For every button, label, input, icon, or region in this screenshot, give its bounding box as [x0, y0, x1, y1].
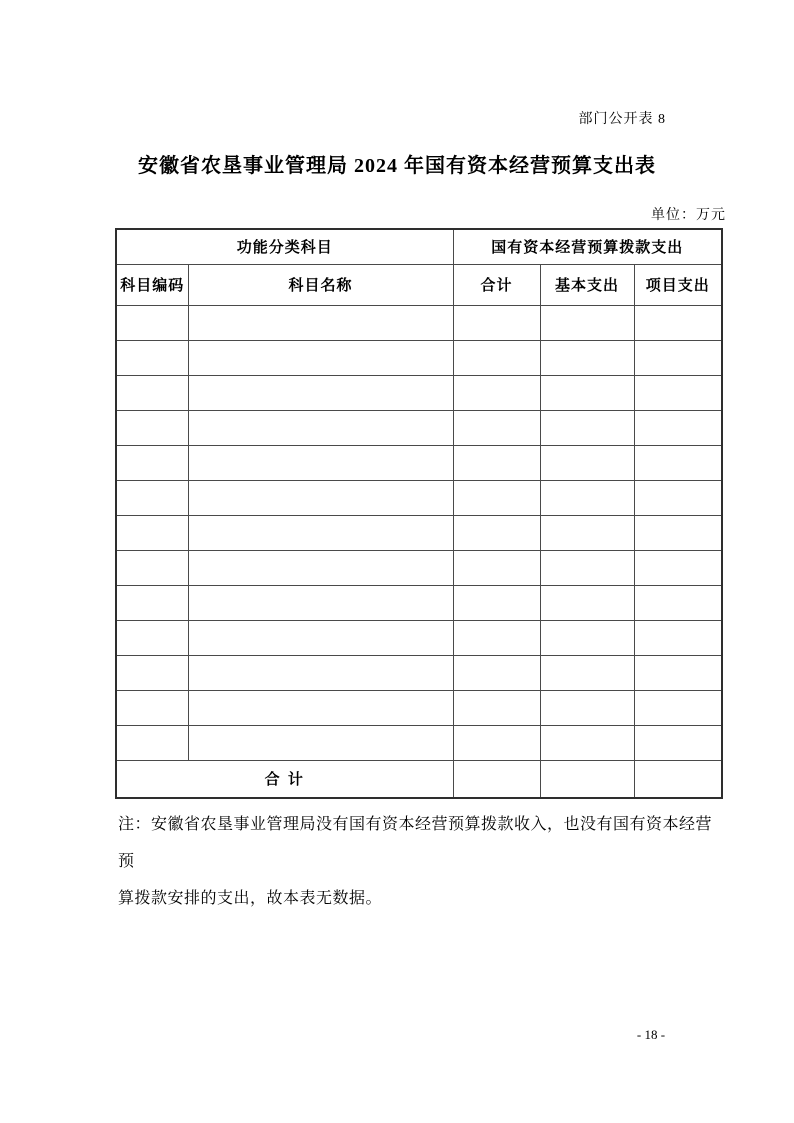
total-value-basic	[540, 760, 634, 798]
header-col-subject-name: 科目名称	[188, 264, 453, 305]
table-cell	[634, 620, 722, 655]
table-cell	[634, 725, 722, 760]
table-cell	[634, 655, 722, 690]
table-row	[116, 585, 722, 620]
table-cell	[453, 585, 540, 620]
table-cell	[540, 725, 634, 760]
table-cell	[634, 585, 722, 620]
table-cell	[540, 550, 634, 585]
table-cell	[540, 410, 634, 445]
header-col-subject-code: 科目编码	[116, 264, 188, 305]
table-cell	[188, 550, 453, 585]
table-cell	[116, 725, 188, 760]
table-cell	[116, 585, 188, 620]
header-col-project-expenditure: 项目支出	[634, 264, 722, 305]
table-cell	[188, 340, 453, 375]
table-cell	[116, 375, 188, 410]
table-cell	[188, 445, 453, 480]
table-cell	[453, 550, 540, 585]
table-cell	[453, 690, 540, 725]
table-cell	[634, 340, 722, 375]
table-cell	[453, 480, 540, 515]
table-row	[116, 655, 722, 690]
table-cell	[188, 410, 453, 445]
table-cell	[116, 305, 188, 340]
note-text	[118, 806, 722, 917]
table-row	[116, 550, 722, 585]
table-cell	[634, 550, 722, 585]
table-cell	[188, 585, 453, 620]
table-cell	[540, 585, 634, 620]
table-cell	[116, 445, 188, 480]
table-cell	[188, 725, 453, 760]
table-cell	[188, 375, 453, 410]
table-body	[116, 305, 722, 760]
note-line: 算拨款安排的支出，故本表无数据。	[118, 890, 383, 907]
table-row	[116, 445, 722, 480]
table-cell	[116, 480, 188, 515]
header-col-basic-expenditure: 基本支出	[540, 264, 634, 305]
table-row	[116, 690, 722, 725]
header-col-total: 合计	[453, 264, 540, 305]
table-row	[116, 620, 722, 655]
table-cell	[453, 410, 540, 445]
table-cell	[188, 620, 453, 655]
table-cell	[453, 305, 540, 340]
header-columns-row	[116, 264, 722, 305]
table-cell	[540, 375, 634, 410]
table-cell	[634, 375, 722, 410]
table-row	[116, 340, 722, 375]
table-cell	[540, 340, 634, 375]
table-cell	[540, 480, 634, 515]
table-cell	[540, 655, 634, 690]
table-cell	[540, 305, 634, 340]
table-cell	[116, 550, 188, 585]
table-row	[116, 410, 722, 445]
table-cell	[453, 725, 540, 760]
table-cell	[188, 690, 453, 725]
page-number: - 18 -	[636, 1027, 666, 1042]
table-cell	[453, 655, 540, 690]
total-row	[116, 760, 722, 798]
table-cell	[634, 305, 722, 340]
header-functional-classification: 功能分类科目	[116, 229, 453, 264]
table-cell	[540, 620, 634, 655]
table-cell	[188, 515, 453, 550]
table-row	[116, 725, 722, 760]
table-cell	[188, 655, 453, 690]
table-cell	[634, 410, 722, 445]
table-cell	[116, 410, 188, 445]
header-state-capital-budget-expenditure: 国有资本经营预算拨款支出	[453, 229, 722, 264]
table-cell	[453, 375, 540, 410]
table-cell	[634, 690, 722, 725]
total-value-total	[453, 760, 540, 798]
table-cell	[453, 515, 540, 550]
table-cell	[540, 690, 634, 725]
table-cell	[634, 445, 722, 480]
table-cell	[116, 515, 188, 550]
total-value-project	[634, 760, 722, 798]
table-cell	[540, 445, 634, 480]
unit-label: 单位：万元	[651, 208, 726, 223]
corner-table-label: 部门公开表 8	[578, 112, 666, 127]
table-cell	[453, 340, 540, 375]
table-cell	[116, 340, 188, 375]
header-group-row	[116, 229, 722, 264]
table-cell	[116, 620, 188, 655]
table-cell	[634, 480, 722, 515]
table-cell	[188, 480, 453, 515]
page-title: 安徽省农垦事业管理局 2024 年国有资本经营预算支出表	[138, 155, 656, 177]
table-cell	[116, 655, 188, 690]
table-row	[116, 480, 722, 515]
table-cell	[188, 305, 453, 340]
table-cell	[116, 690, 188, 725]
table-cell	[453, 445, 540, 480]
table-row	[116, 515, 722, 550]
table-cell	[453, 620, 540, 655]
table-cell	[634, 515, 722, 550]
table-row	[116, 305, 722, 340]
total-label: 合 计	[116, 760, 453, 798]
table-cell	[540, 515, 634, 550]
table-row	[116, 375, 722, 410]
budget-expenditure-table	[115, 228, 723, 799]
note-line: 注：安徽省农垦事业管理局没有国有资本经营预算拨款收入，也没有国有资本经营预	[118, 816, 713, 870]
